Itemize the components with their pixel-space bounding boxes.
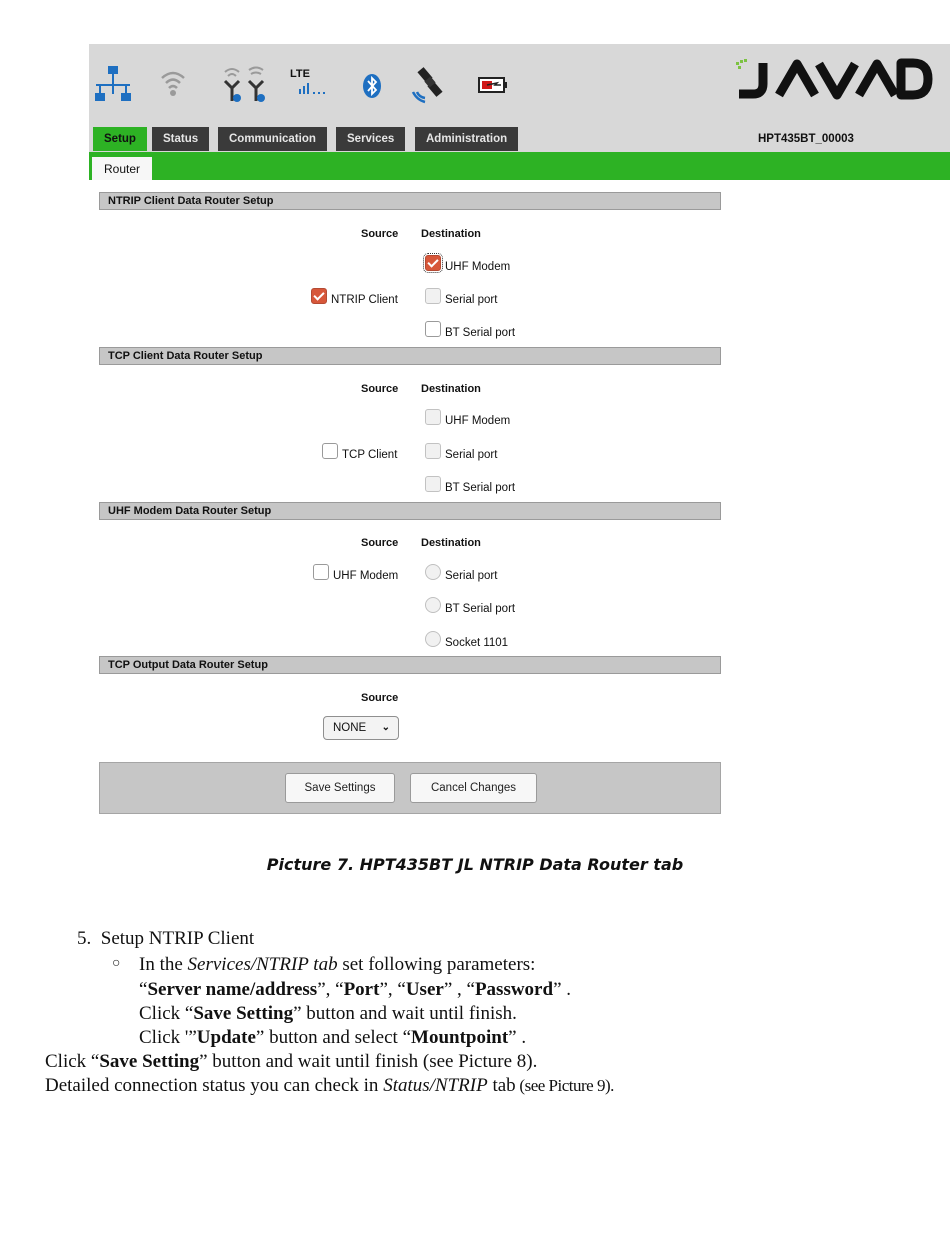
button-bar xyxy=(99,762,721,814)
dest-option-serial-port[interactable] xyxy=(425,446,497,464)
javad-logo xyxy=(735,58,933,100)
dest-option-bt-serial-port[interactable] xyxy=(425,324,515,342)
section-header-tcp-client: TCP Client Data Router Setup xyxy=(99,347,721,365)
tab-services[interactable]: Services xyxy=(336,127,405,151)
signal-bars-icon xyxy=(299,82,333,94)
option-label: TCP Client xyxy=(342,449,398,461)
subtab-router[interactable]: Router xyxy=(92,157,152,181)
antenna-icon[interactable] xyxy=(221,62,269,104)
radio-button[interactable] xyxy=(425,597,441,613)
doc-line-4: Click '”Update” button and select “Mountpoint” . xyxy=(139,1027,527,1048)
router-screenshot xyxy=(89,44,950,826)
source-label: Source xyxy=(361,228,399,240)
doc-line-3: Click “Save Setting” button and wait until finish. xyxy=(139,1003,517,1024)
source-option-ntrip-client[interactable] xyxy=(311,291,398,309)
dest-option-bt-serial-port[interactable] xyxy=(425,600,515,618)
source-label: Source xyxy=(361,383,399,395)
doc-line-5: Click “Save Setting” button and wait until finish (see Picture 8). xyxy=(45,1051,538,1072)
tab-administration[interactable]: Administration xyxy=(415,127,518,151)
doc-line-2: “Server name/address”, “Port”, “User” , “Password” . xyxy=(139,979,571,1000)
subnav-bar xyxy=(89,152,950,180)
checkbox-checked[interactable] xyxy=(425,255,441,271)
source-label: Source xyxy=(361,692,399,704)
checkbox[interactable] xyxy=(425,288,441,304)
status-bar xyxy=(89,44,950,152)
step-title: Setup NTRIP Client xyxy=(100,928,255,949)
option-label: BT Serial port xyxy=(445,603,516,615)
bullet-icon: ○ xyxy=(112,956,121,971)
destination-label: Destination xyxy=(421,537,481,549)
step-number: 5. xyxy=(77,928,92,949)
router-content xyxy=(89,180,950,826)
save-settings-button[interactable]: Save Settings xyxy=(285,773,395,803)
dest-option-socket-1101[interactable] xyxy=(425,634,508,652)
section-header-tcp-output: TCP Output Data Router Setup xyxy=(99,656,721,674)
radio-button[interactable] xyxy=(425,631,441,647)
checkbox[interactable] xyxy=(313,564,329,580)
satellite-icon[interactable] xyxy=(411,62,451,104)
doc-line-6: Detailed connection status you can check in Status/NTRIP tab (see Picture 9). xyxy=(45,1075,614,1096)
option-label: UHF Modem xyxy=(445,261,511,273)
ethernet-icon[interactable] xyxy=(95,62,131,104)
device-name: HPT435BT_00003 xyxy=(758,133,854,145)
source-option-uhf-modem[interactable] xyxy=(313,567,398,585)
bluetooth-icon[interactable] xyxy=(362,62,382,104)
dest-option-uhf-modem[interactable] xyxy=(425,258,510,276)
section-header-ntrip: NTRIP Client Data Router Setup xyxy=(99,192,721,210)
lte-signal-icon[interactable] xyxy=(289,62,331,104)
dest-option-serial-port[interactable] xyxy=(425,291,497,309)
option-label: Serial port xyxy=(445,294,498,306)
cancel-changes-button[interactable]: Cancel Changes xyxy=(410,773,537,803)
checkbox[interactable] xyxy=(322,443,338,459)
section-header-uhf-modem: UHF Modem Data Router Setup xyxy=(99,502,721,520)
option-label: Serial port xyxy=(445,570,498,582)
destination-label: Destination xyxy=(421,383,481,395)
checkbox[interactable] xyxy=(425,409,441,425)
destination-label: Destination xyxy=(421,228,481,240)
dest-option-uhf-modem[interactable] xyxy=(425,412,510,430)
source-option-tcp-client[interactable] xyxy=(322,446,397,464)
chevron-down-icon: ⌄ xyxy=(381,722,390,733)
radio-button[interactable] xyxy=(425,564,441,580)
doc-line-1: In the Services/NTRIP tab set following parameters: xyxy=(139,954,536,975)
dest-option-serial-port[interactable] xyxy=(425,567,497,585)
tab-communication[interactable]: Communication xyxy=(218,127,327,151)
option-label: BT Serial port xyxy=(445,327,516,339)
lte-label: LTE xyxy=(290,68,310,80)
checkbox[interactable] xyxy=(425,321,441,337)
dest-option-bt-serial-port[interactable] xyxy=(425,479,515,497)
checkbox-checked[interactable] xyxy=(311,288,327,304)
option-label: BT Serial port xyxy=(445,482,516,494)
option-label: NTRIP Client xyxy=(331,294,398,306)
step-heading xyxy=(77,928,254,950)
figure-caption: Picture 7. HPT435BT JL NTRIP Data Router tab xyxy=(266,855,684,874)
tab-status[interactable]: Status xyxy=(152,127,209,151)
battery-icon[interactable] xyxy=(477,62,509,104)
checkbox[interactable] xyxy=(425,476,441,492)
source-select[interactable] xyxy=(323,716,399,740)
option-label: UHF Modem xyxy=(445,415,511,427)
option-label: Serial port xyxy=(445,449,498,461)
select-value: NONE xyxy=(333,722,367,734)
option-label: Socket 1101 xyxy=(445,637,509,649)
tab-setup[interactable]: Setup xyxy=(93,127,147,151)
source-label: Source xyxy=(361,537,399,549)
option-label: UHF Modem xyxy=(333,570,399,582)
checkbox[interactable] xyxy=(425,443,441,459)
wifi-icon[interactable] xyxy=(159,62,187,104)
